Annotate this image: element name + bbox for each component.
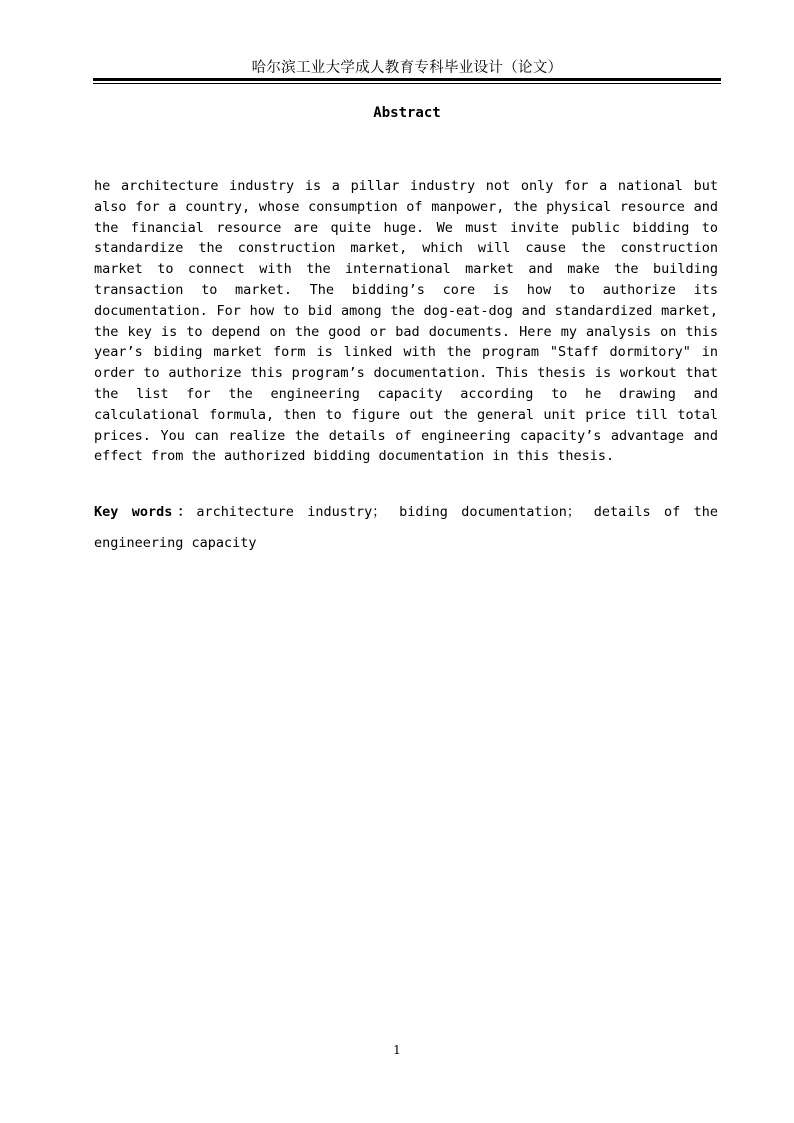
keywords-paragraph — [94, 497, 718, 559]
keywords-label: Key words： — [94, 504, 197, 520]
header-rule-thick — [93, 78, 721, 81]
keywords-text: architecture industry； biding documentation； details of the engineering capacity — [94, 504, 718, 551]
abstract-body: he architecture industry is a pillar industry not only for a national but also for a country, whose consumption of manpower, the physical resource and the financial resource are quite huge. We must invite public bidding to standardize the construction market, which will cause the construction market to connect with the international market and make the building transaction to market. The bidding’s core is how to authorize its documentation. For how to bid among the dog-eat-dog and standardized market, the key is to depend on the good or bad documents. Here my analysis on this year’s biding market form is linked with the program "Staff dormitory" in order to authorize this program’s documentation. This thesis is workout that the list for the engineering capacity according to he drawing and calculational formula, then to figure out the general unit price till total prices. You can realize the details of engineering capacity’s advantage and effect from the authorized bidding documentation in this thesis. — [94, 178, 718, 465]
abstract-title: Abstract — [373, 105, 441, 121]
running-header: 哈尔滨工业大学成人教育专科毕业设计（论文） — [251, 60, 563, 76]
page-number: 1 — [393, 1043, 401, 1057]
header-rule-thin — [93, 83, 721, 84]
